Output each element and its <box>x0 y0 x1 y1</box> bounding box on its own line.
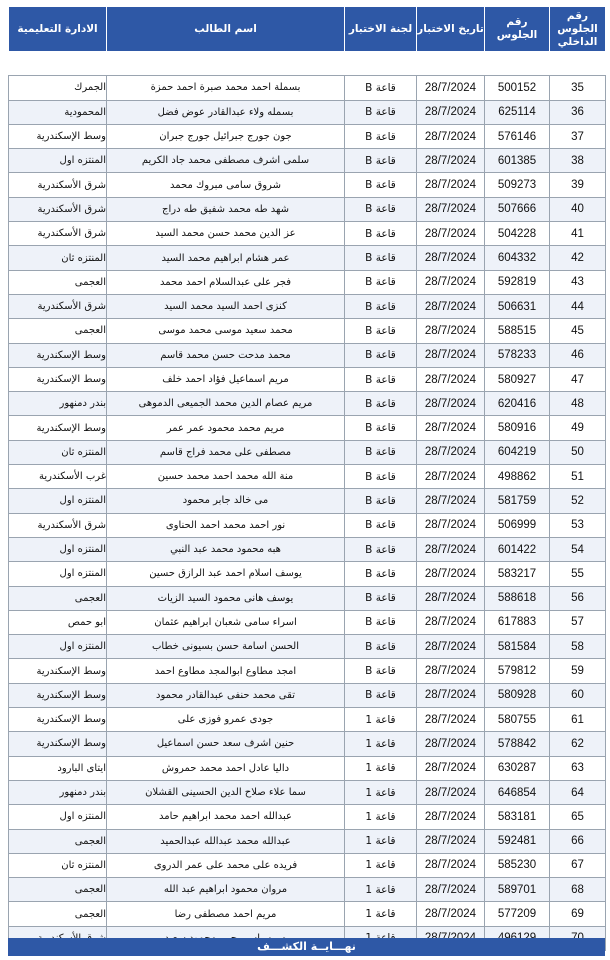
committee-cell: قاعة B <box>345 465 417 489</box>
admin-cell: وسط الإسكندرية <box>9 343 107 367</box>
seat-no-cell: 585230 <box>485 853 550 877</box>
table-row <box>9 562 606 586</box>
internal-no-cell: 43 <box>550 270 606 294</box>
exam-date-cell: 28/7/2024 <box>417 197 485 221</box>
seat-no-cell: 588618 <box>485 586 550 610</box>
admin-cell: المنتزه اول <box>9 805 107 829</box>
table-row <box>9 416 606 440</box>
exam-date-cell: 28/7/2024 <box>417 829 485 853</box>
seat-no-cell: 509273 <box>485 173 550 197</box>
table-row <box>9 756 606 780</box>
student-name-cell: عبدالله محمد عبدالله عبدالحميد <box>107 829 345 853</box>
student-name-cell: يوسف اسلام احمد عبد الرازق حسين <box>107 562 345 586</box>
committee-cell: قاعة 1 <box>345 853 417 877</box>
student-name-cell: تقى محمد حنفى عبدالقادر محمود <box>107 683 345 707</box>
admin-cell: المنتزه اول <box>9 562 107 586</box>
table-row <box>9 853 606 877</box>
seat-no-cell: 498862 <box>485 465 550 489</box>
header-student-name: اسم الطالب <box>107 7 345 52</box>
exam-date-cell: 28/7/2024 <box>417 708 485 732</box>
exam-date-cell: 28/7/2024 <box>417 489 485 513</box>
exam-date-cell: 28/7/2024 <box>417 513 485 537</box>
student-name-cell: محمد مدحت حسن محمد قاسم <box>107 343 345 367</box>
internal-no-cell: 64 <box>550 780 606 804</box>
committee-cell: قاعة B <box>345 416 417 440</box>
student-name-cell: مروان محمود ابراهيم عبد الله <box>107 878 345 902</box>
table-row <box>9 149 606 173</box>
table-row <box>9 294 606 318</box>
committee-cell: قاعة B <box>345 440 417 464</box>
seat-no-cell: 601385 <box>485 149 550 173</box>
seat-no-cell: 583217 <box>485 562 550 586</box>
exam-date-cell: 28/7/2024 <box>417 683 485 707</box>
student-name-cell: فريده على محمد على عمر الدروى <box>107 853 345 877</box>
exam-date-cell: 28/7/2024 <box>417 367 485 391</box>
exam-date-cell: 28/7/2024 <box>417 732 485 756</box>
student-name-cell: نور احمد محمد احمد الحناوى <box>107 513 345 537</box>
seat-no-cell: 604219 <box>485 440 550 464</box>
table-row <box>9 732 606 756</box>
committee-cell: قاعة 1 <box>345 805 417 829</box>
header-internal-no: رقم الجلوس الداخلي <box>550 7 606 52</box>
header-spacer <box>9 52 606 76</box>
seat-no-cell: 580927 <box>485 367 550 391</box>
internal-no-cell: 50 <box>550 440 606 464</box>
committee-cell: قاعة B <box>345 537 417 561</box>
internal-no-cell: 53 <box>550 513 606 537</box>
exam-date-cell: 28/7/2024 <box>417 392 485 416</box>
committee-cell: قاعة 1 <box>345 756 417 780</box>
seat-no-cell: 504228 <box>485 222 550 246</box>
committee-cell: قاعة B <box>345 197 417 221</box>
student-name-cell: شروق سامى مبروك محمد <box>107 173 345 197</box>
exam-date-cell: 28/7/2024 <box>417 756 485 780</box>
student-name-cell: حنين اشرف سعد حسن اسماعيل <box>107 732 345 756</box>
table-row <box>9 197 606 221</box>
seat-no-cell: 592819 <box>485 270 550 294</box>
exam-date-cell: 28/7/2024 <box>417 124 485 148</box>
admin-cell: غرب الأسكندرية <box>9 465 107 489</box>
internal-no-cell: 65 <box>550 805 606 829</box>
end-of-list-banner: نهـــايــة الكشـــف <box>8 938 605 956</box>
table-row <box>9 76 606 100</box>
internal-no-cell: 61 <box>550 708 606 732</box>
committee-cell: قاعة 1 <box>345 708 417 732</box>
internal-no-cell: 58 <box>550 635 606 659</box>
committee-cell: قاعة 1 <box>345 829 417 853</box>
exam-date-cell: 28/7/2024 <box>417 805 485 829</box>
internal-no-cell: 42 <box>550 246 606 270</box>
exam-date-cell: 28/7/2024 <box>417 610 485 634</box>
internal-no-cell: 68 <box>550 878 606 902</box>
exam-date-cell: 28/7/2024 <box>417 222 485 246</box>
committee-cell: قاعة B <box>345 610 417 634</box>
table-row <box>9 902 606 926</box>
exam-date-cell: 28/7/2024 <box>417 853 485 877</box>
admin-cell: المنتزه ثان <box>9 440 107 464</box>
internal-no-cell: 54 <box>550 537 606 561</box>
admin-cell: شرق الأسكندرية <box>9 294 107 318</box>
committee-cell: قاعة B <box>345 367 417 391</box>
internal-no-cell: 46 <box>550 343 606 367</box>
committee-cell: قاعة B <box>345 124 417 148</box>
committee-cell: قاعة 1 <box>345 902 417 926</box>
exam-date-cell: 28/7/2024 <box>417 270 485 294</box>
committee-cell: قاعة B <box>345 586 417 610</box>
internal-no-cell: 69 <box>550 902 606 926</box>
table-row <box>9 805 606 829</box>
table-row <box>9 829 606 853</box>
internal-no-cell: 49 <box>550 416 606 440</box>
student-name-cell: محمد سعيد موسى محمد موسى <box>107 319 345 343</box>
internal-no-cell: 63 <box>550 756 606 780</box>
exam-date-cell: 28/7/2024 <box>417 586 485 610</box>
student-name-cell: اسراء سامى شعبان ابراهيم عثمان <box>107 610 345 634</box>
table-row <box>9 659 606 683</box>
header-committee: لجنة الاختبار <box>345 7 417 52</box>
internal-no-cell: 48 <box>550 392 606 416</box>
committee-cell: قاعة B <box>345 659 417 683</box>
table-row <box>9 586 606 610</box>
committee-cell: قاعة B <box>345 562 417 586</box>
admin-cell: المنتزه اول <box>9 537 107 561</box>
seat-no-cell: 581584 <box>485 635 550 659</box>
table-row <box>9 222 606 246</box>
table-row <box>9 124 606 148</box>
student-name-cell: فجر على عبدالسلام احمد محمد <box>107 270 345 294</box>
admin-cell: العجمى <box>9 829 107 853</box>
seat-no-cell: 588515 <box>485 319 550 343</box>
exam-date-cell: 28/7/2024 <box>417 440 485 464</box>
student-name-cell: داليا عادل احمد محمد حمروش <box>107 756 345 780</box>
admin-cell: وسط الإسكندرية <box>9 367 107 391</box>
seat-no-cell: 580755 <box>485 708 550 732</box>
seat-no-cell: 506631 <box>485 294 550 318</box>
admin-cell: بندر دمنهور <box>9 780 107 804</box>
table-row <box>9 440 606 464</box>
exam-date-cell: 28/7/2024 <box>417 635 485 659</box>
exam-date-cell: 28/7/2024 <box>417 659 485 683</box>
admin-cell: العجمى <box>9 902 107 926</box>
committee-cell: قاعة B <box>345 343 417 367</box>
exam-date-cell: 28/7/2024 <box>417 246 485 270</box>
committee-cell: قاعة B <box>345 76 417 100</box>
admin-cell: ايتاى البارود <box>9 756 107 780</box>
seat-no-cell: 579812 <box>485 659 550 683</box>
student-name-cell: بسملة احمد محمد صبرة احمد حمزة <box>107 76 345 100</box>
exam-date-cell: 28/7/2024 <box>417 780 485 804</box>
internal-no-cell: 38 <box>550 149 606 173</box>
admin-cell: وسط الإسكندرية <box>9 416 107 440</box>
seat-no-cell: 578842 <box>485 732 550 756</box>
exam-date-cell: 28/7/2024 <box>417 562 485 586</box>
exam-date-cell: 28/7/2024 <box>417 878 485 902</box>
committee-cell: قاعة B <box>345 149 417 173</box>
committee-cell: قاعة B <box>345 489 417 513</box>
admin-cell: المنتزه اول <box>9 149 107 173</box>
committee-cell: قاعة B <box>345 513 417 537</box>
committee-cell: قاعة B <box>345 392 417 416</box>
internal-no-cell: 35 <box>550 76 606 100</box>
admin-cell: شرق الأسكندرية <box>9 513 107 537</box>
student-name-cell: عمر هشام ابراهيم محمد السيد <box>107 246 345 270</box>
exam-date-cell: 28/7/2024 <box>417 416 485 440</box>
seat-no-cell: 630287 <box>485 756 550 780</box>
student-name-cell: سلمى اشرف مصطفى محمد جاد الكريم <box>107 149 345 173</box>
exam-date-cell: 28/7/2024 <box>417 537 485 561</box>
committee-cell: قاعة B <box>345 319 417 343</box>
seat-no-cell: 580916 <box>485 416 550 440</box>
internal-no-cell: 37 <box>550 124 606 148</box>
internal-no-cell: 60 <box>550 683 606 707</box>
student-name-cell: مى خالد جابر محمود <box>107 489 345 513</box>
committee-cell: قاعة 1 <box>345 878 417 902</box>
admin-cell: المنتزه اول <box>9 489 107 513</box>
committee-cell: قاعة B <box>345 270 417 294</box>
table-row <box>9 100 606 124</box>
seat-no-cell: 580928 <box>485 683 550 707</box>
student-name-cell: جون جورج جبرائيل جورج جبران <box>107 124 345 148</box>
exam-date-cell: 28/7/2024 <box>417 465 485 489</box>
table-row <box>9 319 606 343</box>
seat-no-cell: 625114 <box>485 100 550 124</box>
student-name-cell: مريم محمد محمود عمر عمر <box>107 416 345 440</box>
student-name-cell: مريم عصام الدين محمد الجميعى الدموهى <box>107 392 345 416</box>
student-name-cell: بسمله ولاء عبدالقادر عوض فضل <box>107 100 345 124</box>
admin-cell: المنتزه اول <box>9 635 107 659</box>
table-row <box>9 780 606 804</box>
table-row <box>9 635 606 659</box>
student-name-cell: مريم احمد مصطفى رضا <box>107 902 345 926</box>
seat-no-cell: 592481 <box>485 829 550 853</box>
internal-no-cell: 52 <box>550 489 606 513</box>
student-name-cell: هبه محمود محمد عبد النبي <box>107 537 345 561</box>
seat-no-cell: 578233 <box>485 343 550 367</box>
table-row <box>9 270 606 294</box>
table-row <box>9 610 606 634</box>
seat-no-cell: 500152 <box>485 76 550 100</box>
seat-no-cell: 583181 <box>485 805 550 829</box>
admin-cell: العجمى <box>9 586 107 610</box>
internal-no-cell: 51 <box>550 465 606 489</box>
seat-no-cell: 576146 <box>485 124 550 148</box>
internal-no-cell: 57 <box>550 610 606 634</box>
seat-no-cell: 620416 <box>485 392 550 416</box>
header-seat-no: رقم الجلوس <box>485 7 550 52</box>
internal-no-cell: 39 <box>550 173 606 197</box>
table-row <box>9 465 606 489</box>
table-row <box>9 367 606 391</box>
committee-cell: قاعة 1 <box>345 780 417 804</box>
admin-cell: المنتزه ثان <box>9 853 107 877</box>
table-row <box>9 513 606 537</box>
student-name-cell: مصطفى على محمد فراج قاسم <box>107 440 345 464</box>
exam-date-cell: 28/7/2024 <box>417 100 485 124</box>
internal-no-cell: 56 <box>550 586 606 610</box>
internal-no-cell: 41 <box>550 222 606 246</box>
seat-no-cell: 601422 <box>485 537 550 561</box>
seat-no-cell: 577209 <box>485 902 550 926</box>
seat-no-cell: 604332 <box>485 246 550 270</box>
admin-cell: العجمى <box>9 319 107 343</box>
student-name-cell: يوسف هانى محمود السيد الزيات <box>107 586 345 610</box>
admin-cell: شرق الأسكندرية <box>9 222 107 246</box>
admin-cell: المحمودية <box>9 100 107 124</box>
table-row <box>9 878 606 902</box>
admin-cell: شرق الأسكندرية <box>9 197 107 221</box>
student-name-cell: امجد مطاوع ابوالمجد مطاوع احمد <box>107 659 345 683</box>
committee-cell: قاعة B <box>345 173 417 197</box>
internal-no-cell: 59 <box>550 659 606 683</box>
student-name-cell: شهد طه محمد شفيق طه دراج <box>107 197 345 221</box>
internal-no-cell: 55 <box>550 562 606 586</box>
table-header <box>9 7 606 52</box>
exam-date-cell: 28/7/2024 <box>417 319 485 343</box>
committee-cell: قاعة B <box>345 100 417 124</box>
committee-cell: قاعة 1 <box>345 732 417 756</box>
table-row <box>9 343 606 367</box>
admin-cell: العجمى <box>9 270 107 294</box>
table-row <box>9 537 606 561</box>
student-name-cell: عبدالله احمد محمد ابراهيم حامد <box>107 805 345 829</box>
seat-no-cell: 589701 <box>485 878 550 902</box>
student-name-cell: الحسن اسامة حسن بسيونى خطاب <box>107 635 345 659</box>
admin-cell: وسط الإسكندرية <box>9 732 107 756</box>
internal-no-cell: 40 <box>550 197 606 221</box>
admin-cell: وسط الإسكندرية <box>9 124 107 148</box>
exam-date-cell: 28/7/2024 <box>417 173 485 197</box>
admin-cell: وسط الإسكندرية <box>9 659 107 683</box>
admin-cell: الجمرك <box>9 76 107 100</box>
committee-cell: قاعة B <box>345 246 417 270</box>
exam-date-cell: 28/7/2024 <box>417 902 485 926</box>
committee-cell: قاعة B <box>345 683 417 707</box>
internal-no-cell: 66 <box>550 829 606 853</box>
table-body <box>9 52 606 951</box>
student-name-cell: مريم اسماعيل فؤاد احمد خلف <box>107 367 345 391</box>
student-name-cell: منة الله محمد احمد محمد حسين <box>107 465 345 489</box>
student-name-cell: كنزى احمد السيد محمد السيد <box>107 294 345 318</box>
exam-date-cell: 28/7/2024 <box>417 149 485 173</box>
table-row <box>9 392 606 416</box>
seat-no-cell: 646854 <box>485 780 550 804</box>
student-name-cell: جودى عمرو فوزى على <box>107 708 345 732</box>
committee-cell: قاعة B <box>345 294 417 318</box>
committee-cell: قاعة B <box>345 222 417 246</box>
internal-no-cell: 45 <box>550 319 606 343</box>
seat-no-cell: 617883 <box>485 610 550 634</box>
exam-date-cell: 28/7/2024 <box>417 76 485 100</box>
seat-no-cell: 581759 <box>485 489 550 513</box>
seat-no-cell: 506999 <box>485 513 550 537</box>
internal-no-cell: 44 <box>550 294 606 318</box>
internal-no-cell: 36 <box>550 100 606 124</box>
exam-date-cell: 28/7/2024 <box>417 294 485 318</box>
table-row <box>9 708 606 732</box>
internal-no-cell: 67 <box>550 853 606 877</box>
students-table <box>8 6 606 951</box>
header-admin: الادارة التعليمية <box>9 7 107 52</box>
admin-cell: شرق الأسكندرية <box>9 173 107 197</box>
admin-cell: العجمى <box>9 878 107 902</box>
admin-cell: وسط الإسكندرية <box>9 683 107 707</box>
table-row <box>9 246 606 270</box>
admin-cell: بندر دمنهور <box>9 392 107 416</box>
admin-cell: ابو حمص <box>9 610 107 634</box>
seat-no-cell: 507666 <box>485 197 550 221</box>
header-exam-date: تاريخ الاختبار <box>417 7 485 52</box>
internal-no-cell: 47 <box>550 367 606 391</box>
table-row <box>9 489 606 513</box>
table-row <box>9 683 606 707</box>
committee-cell: قاعة B <box>345 635 417 659</box>
student-name-cell: عز الدين محمد حسن محمد السيد <box>107 222 345 246</box>
admin-cell: المنتزه ثان <box>9 246 107 270</box>
student-name-cell: سما علاء صلاح الدين الحسينى القشلان <box>107 780 345 804</box>
internal-no-cell: 62 <box>550 732 606 756</box>
table-row <box>9 173 606 197</box>
admin-cell: وسط الإسكندرية <box>9 708 107 732</box>
exam-date-cell: 28/7/2024 <box>417 343 485 367</box>
